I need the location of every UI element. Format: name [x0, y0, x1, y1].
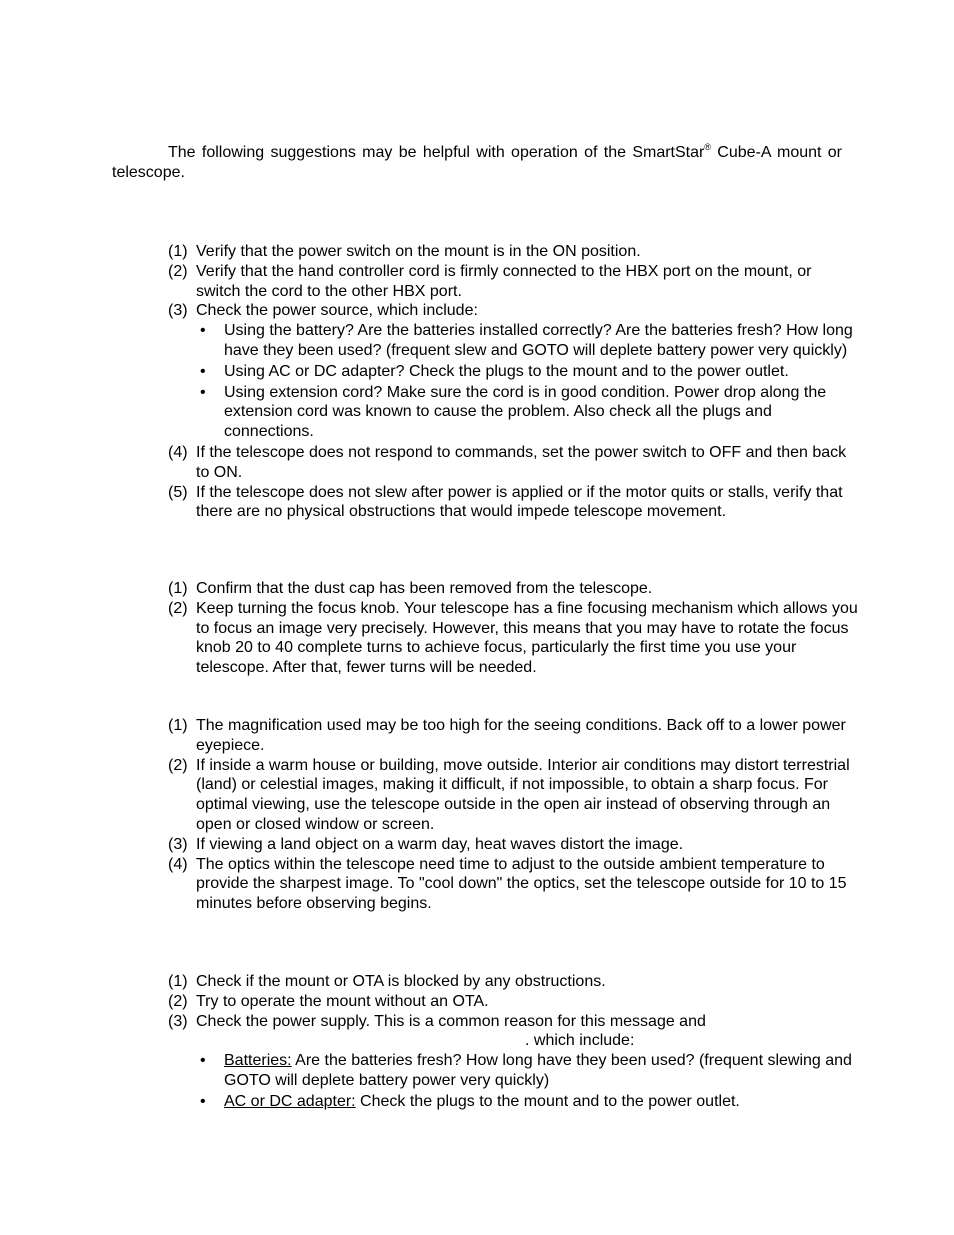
mount-troubleshooting-list [168, 972, 858, 1113]
adapter-label: AC or DC adapter: [224, 1092, 356, 1110]
intro-paragraph [112, 143, 842, 183]
list-item: (1) Check if the mount or OTA is blocked by any obstructions. [168, 973, 606, 990]
list-item: (3) Check the power supply. This is a common reason for this message and . which include: [168, 1012, 858, 1052]
list-item: (2) Try to operate the mount without an OTA. [168, 992, 489, 1010]
power-troubleshooting-list [168, 242, 858, 522]
bullet-item: • Using extension cord? Make sure the cord is in good condition. Power drop along the extension cord was known to cause the problem. Also check all the plugs and connections. [200, 383, 827, 441]
bullet-item: • AC or DC adapter: Check the plugs to the mount and to the power outlet. [200, 1092, 740, 1110]
intro-text: The following suggestions may be helpful with operation of the SmartStar® Cube-A mount or telescope. [112, 141, 842, 181]
continued-text: . which include: [525, 1032, 635, 1050]
bullet-group [168, 321, 858, 443]
list-item: (1) The magnification used may be too high for the seeing conditions. Back off to a lower power eyepiece. [168, 717, 846, 754]
registered-mark: ® [704, 141, 711, 152]
list-item: (3) If viewing a land object on a warm day, heat waves distort the image. [168, 835, 684, 853]
bullet-item: • Batteries: Are the batteries fresh? How long have they been used? (frequent slewing and GOTO will deplete battery power very quickly) [200, 1052, 852, 1089]
list-item: (4) If the telescope does not respond to commands, set the power switch to OFF and then back to ON. [168, 443, 847, 481]
image-quality-troubleshooting-list [168, 716, 858, 914]
list-item: (2) Verify that the hand controller cord is firmly connected to the HBX port on the mount, or switch the cord to the other HBX port. [168, 262, 812, 300]
list-item: (4) The optics within the telescope need time to adjust to the outside ambient temperature to provide the sharpest image. To "cool down" the optics, set the telescope outside for 10 to 15 minutes before observing begins. [168, 855, 847, 913]
list-item: (1) Confirm that the dust cap has been removed from the telescope. [168, 580, 653, 597]
list-item: (1) Verify that the power switch on the mount is in the ON position. [168, 243, 641, 260]
list-item: (3) Check the power source, which include: [168, 302, 478, 320]
list-item: (2) If inside a warm house or building, move outside. Interior air conditions may distort terrestrial (land) or celestial images, making it difficult, if not impossible, to obtain a sharp focus. For optimal viewing, use the telescope outside in the open air instead of observing through an open or closed window or screen. [168, 756, 850, 833]
bullet-item: • Using AC or DC adapter? Check the plugs to the mount and to the power outlet. [200, 362, 789, 380]
bullet-group [168, 1051, 858, 1112]
focus-troubleshooting-list [168, 579, 858, 678]
list-item: (5) If the telescope does not slew after power is applied or if the motor quits or stalls, verify that there are no physical obstructions that would impede telescope movement. [168, 483, 843, 521]
list-item: (2) Keep turning the focus knob. Your telescope has a fine focusing mechanism which allows you to focus an image very precisely. However, this means that you may have to rotate the focus knob 20 to 40 complete turns to achieve focus, particularly the first time you use your telescope. After that, fewer turns will be needed. [168, 599, 858, 677]
bullet-item: • Using the battery? Are the batteries installed correctly? Are the batteries fresh? How long have they been used? (frequent slew and GOTO will deplete battery power very quickly) [200, 322, 853, 359]
batteries-label: Batteries: [224, 1052, 292, 1070]
